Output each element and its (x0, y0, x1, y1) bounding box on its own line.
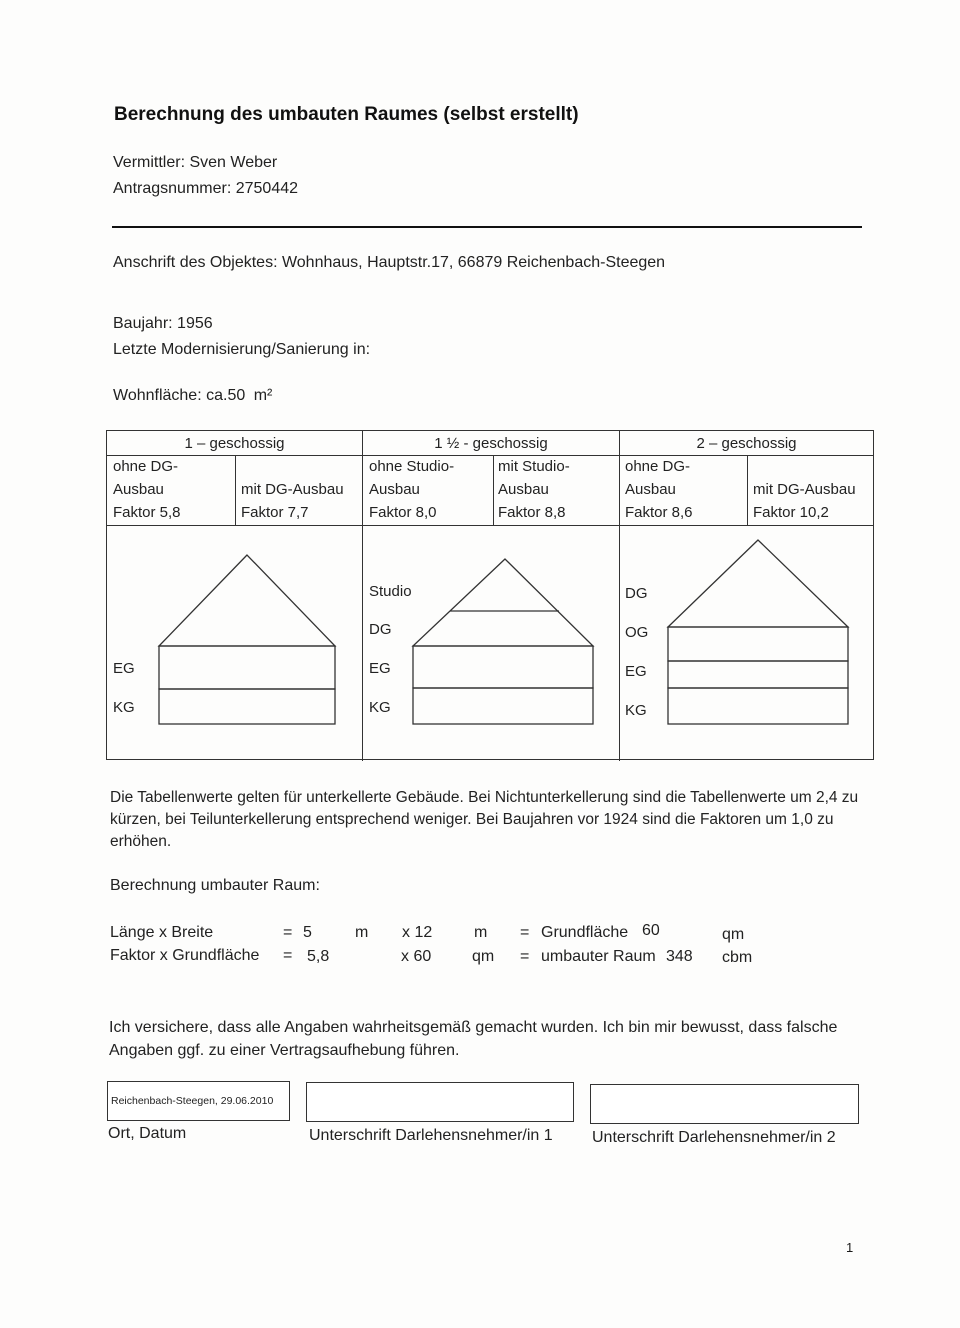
col-line: ohne DG- (625, 458, 691, 475)
calc-row2-eq2: = (520, 948, 530, 965)
group-header-1: 1 – geschossig (184, 435, 285, 452)
house-1-sketch (159, 555, 335, 724)
floor-label-og-3: OG (625, 624, 649, 641)
floor-label-eg-3: EG (625, 663, 647, 680)
calc-row1-result-unit: qm (722, 926, 745, 943)
header-divider (112, 226, 862, 228)
col-factor: Faktor 8,8 (498, 504, 566, 521)
wohnflaeche-unit: m² (253, 387, 273, 404)
anschrift-line (113, 254, 665, 272)
calc-row1-unit2: m (474, 924, 488, 941)
antrag-line (113, 180, 298, 198)
col-factor: Faktor 8,0 (369, 504, 437, 521)
col-ohne-dg-2 (625, 455, 693, 524)
calc-row1-unit1: m (355, 924, 369, 941)
vermittler-value: Sven Weber (189, 154, 278, 171)
col-mit-dg-1 (241, 478, 344, 524)
declaration-text: Ich versichere, dass alle Angaben wahrheitsgemäß gemacht wurden. Ich bin mir bewusst, dass falsche Angaben ggf. zu einer Vertragsaufhebung führen. (109, 1019, 838, 1059)
calc-row1-result: 60 (642, 922, 660, 939)
baujahr-value: 1956 (177, 315, 213, 332)
signature-field-2[interactable] (590, 1084, 859, 1124)
col-line: mit DG-Ausbau (753, 481, 856, 498)
calc-row2-result-unit: cbm (722, 949, 753, 966)
house-sketches (107, 526, 873, 760)
wohnflaeche-line (113, 387, 272, 405)
house-3-sketch (668, 540, 848, 724)
col-ohne-dg-1 (113, 455, 181, 524)
table-divider (493, 455, 494, 525)
floor-label-studio: Studio (369, 583, 412, 600)
group-header-2: 1 ½ - geschossig (434, 435, 548, 452)
floor-label-dg-3: DG (625, 585, 648, 602)
calc-row2-result: 348 (666, 948, 693, 965)
calc-row2-eq: = (283, 947, 293, 964)
calc-row2-label: Faktor x Grundfläche (110, 947, 260, 964)
calc-row2-faktor: 5,8 (307, 948, 330, 965)
col-factor: Faktor 8,6 (625, 504, 693, 521)
calc-row1-breite: x 12 (402, 924, 433, 941)
anschrift-value: Wohnhaus, Hauptstr.17, 66879 Reichenbach-Steegen (281, 254, 666, 271)
col-factor: Faktor 7,7 (241, 504, 309, 521)
floor-label-kg-2: KG (369, 699, 391, 716)
col-ohne-studio (369, 455, 454, 524)
calc-heading: Berechnung umbauter Raum: (110, 877, 320, 894)
antrag-value: 2750442 (235, 180, 299, 197)
house-2-sketch (413, 559, 593, 724)
col-line: Ausbau (625, 481, 676, 498)
modernisierung-label: Letzte Modernisierung/Sanierung in: (113, 341, 371, 358)
vermittler-line (113, 154, 277, 172)
table-divider (747, 455, 748, 525)
floor-label-eg-1: EG (113, 660, 135, 677)
col-factor: Faktor 5,8 (113, 504, 181, 521)
wohnflaeche-value: ca.50 (206, 387, 246, 404)
col-line: Ausbau (498, 481, 549, 498)
table-divider (235, 455, 236, 525)
col-line: ohne DG- (113, 458, 179, 475)
page-number: 1 (846, 1240, 854, 1255)
table-divider (107, 455, 873, 456)
wohnflaeche-label: Wohnfläche: (113, 387, 202, 404)
calc-row1-eq: = (283, 924, 293, 941)
col-mit-studio (498, 455, 570, 524)
calc-row2-grundflaeche: x 60 (401, 948, 432, 965)
place-date-field[interactable] (107, 1081, 290, 1121)
vermittler-label: Vermittler: (113, 154, 186, 171)
col-line: Ausbau (113, 481, 164, 498)
antrag-label: Antragsnummer: (113, 180, 232, 197)
calc-row1-laenge: 5 (303, 924, 312, 941)
table-note: Die Tabellenwerte gelten für unterkellerte Gebäude. Bei Nichtunterkellerung sind die Tabellenwerte um 2,4 zu kürzen, bei Teilunterkellerung entsprechend weniger. Bei Baujahren vor 1924 sind die Faktoren um 1,0 zu erhöhen. (110, 789, 859, 850)
baujahr-line (113, 315, 213, 333)
col-factor: Faktor 10,2 (753, 504, 829, 521)
signature-1-label: Unterschrift Darlehensnehmer/in 1 (309, 1127, 553, 1144)
col-line: mit DG-Ausbau (241, 481, 344, 498)
calc-row1-label: Länge x Breite (110, 924, 214, 941)
calc-row1-eq2: = (520, 924, 530, 941)
group-header-3: 2 – geschossig (696, 435, 797, 452)
col-mit-dg-2 (753, 478, 856, 524)
floor-label-eg-2: EG (369, 660, 391, 677)
col-line: Ausbau (369, 481, 420, 498)
calc-row2-unit2: qm (472, 948, 495, 965)
baujahr-label: Baujahr: (113, 315, 173, 332)
floor-label-dg-2: DG (369, 621, 392, 638)
signature-2-label: Unterschrift Darlehensnehmer/in 2 (592, 1129, 836, 1146)
col-line: ohne Studio- (369, 458, 455, 475)
calc-row2-result-label: umbauter Raum (541, 948, 656, 965)
col-line: mit Studio- (498, 458, 570, 475)
signature-field-1[interactable] (306, 1082, 574, 1122)
page-title: Berechnung des umbauten Raumes (selbst erstellt) (114, 104, 579, 125)
factor-table (106, 430, 874, 760)
floor-label-kg-3: KG (625, 702, 647, 719)
place-date-value: Reichenbach-Steegen, 29.06.2010 (111, 1095, 274, 1107)
calc-row1-result-label: Grundfläche (541, 924, 629, 941)
place-date-label: Ort, Datum (108, 1125, 187, 1142)
floor-label-kg-1: KG (113, 699, 135, 716)
anschrift-label: Anschrift des Objektes: (113, 254, 278, 271)
